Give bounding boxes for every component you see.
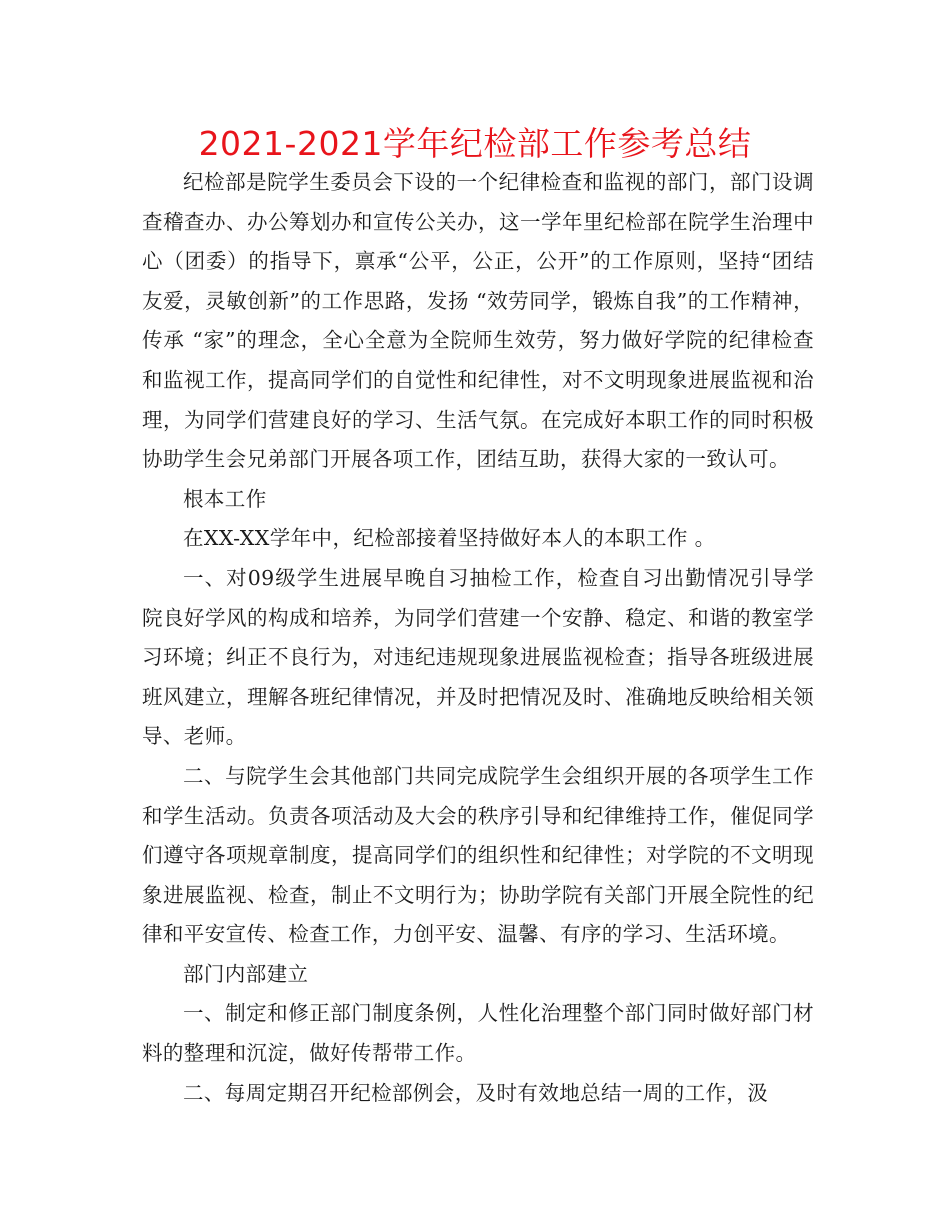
section-heading-internal-building: 部门内部建立 [183, 961, 309, 986]
document-body [142, 163, 814, 1113]
section-heading-basic-work: 根本工作 [183, 486, 267, 511]
internal-building-item-1: 一、制定和修正部门制度条例，人性化治理整个部门同时做好部门材料的整理和沉淀，做好传帮带工作。 [142, 1001, 814, 1066]
basic-work-item-1: 一、对09级学生进展早晚自习抽检工作，检查自习出勤情况引导学院良好学风的构成和培养，为同学们营建一个安静、稳定、和谐的教室学习环境；纠正不良行为，对违纪违规现象进展监视检查；指导各班级进展班风建立，理解各班纪律情况，并及时把情况及时、准确地反映给相关领导、老师。 [142, 565, 814, 749]
basic-work-item-2: 二、与院学生会其他部门共同完成院学生会组织开展的各项学生工作和学生活动。负责各项活动及大会的秩序引导和纪律维持工作，催促同学们遵守各项规章制度，提高同学们的组织性和纪律性；对学院的不文明现象进展监视、检查，制止不文明行为；协助学院有关部门开展全院性的纪律和平安宣传、检查工作，力创平安、温馨、有序的学习、生活环境。 [142, 763, 814, 947]
basic-work-intro-paragraph: 在XX-XX学年中，纪检部接着坚持做好本人的本职工作 。 [183, 526, 716, 551]
internal-building-item-2: 二、每周定期召开纪检部例会，及时有效地总结一周的工作，汲 [183, 1080, 769, 1105]
document-title: 2021-2021学年纪检部工作参考总结 [198, 124, 752, 163]
intro-paragraph: 纪检部是院学生委员会下设的一个纪律检查和监视的部门，部门设调查稽查办、办公筹划办和宣传公关办，这一学年里纪检部在院学生治理中心（团委）的指导下，禀承“公平，公正，公开”的工作原则，坚持“团结友爱，灵敏创新”的工作思路，发扬 “效劳同学，锻炼自我”的工作精神，传承 “家”的理念，全心全意为全院师生效劳，努力做好学院的纪律检查和监视工作，提高同学们的自觉性和纪律性，对不文明现象进展监视和治理，为同学们营建良好的学习、生活气氛。在完成好本职工作的同时积极协助学生会兄弟部门开展各项工作，团结互助，获得大家的一致认可。 [142, 170, 814, 472]
